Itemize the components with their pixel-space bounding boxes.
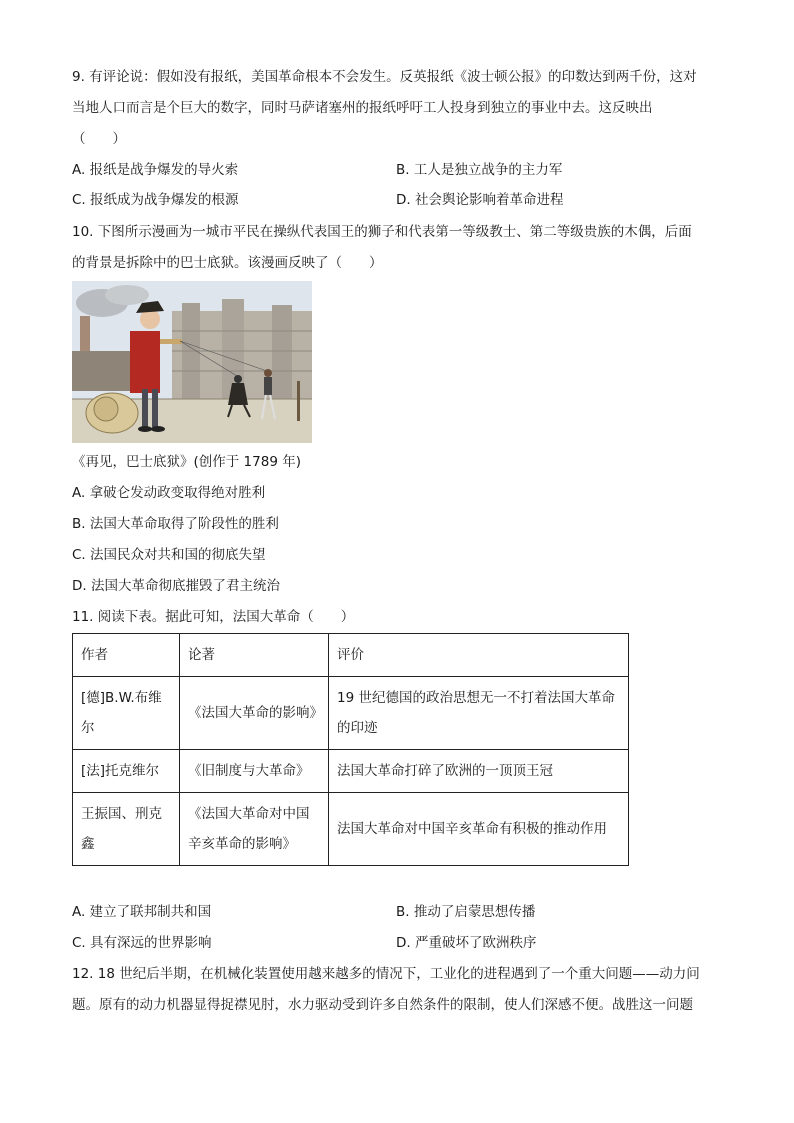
q10-option-c: C. 法国民众对共和国的彻底失望 bbox=[72, 547, 266, 563]
table-cell: 王振国、刑克鑫 bbox=[73, 793, 180, 866]
q11-option-a: A. 建立了联邦制共和国 bbox=[72, 904, 212, 920]
table-cell: 法国大革命打碎了欧洲的一顶顶王冠 bbox=[329, 750, 629, 793]
table-header-cell: 论著 bbox=[180, 634, 329, 677]
table-row bbox=[73, 677, 629, 750]
q11-stem: 11. 阅读下表。据此可知，法国大革命（ ） bbox=[72, 609, 355, 625]
table-cell: [法]托克维尔 bbox=[73, 750, 180, 793]
table-cell: 《旧制度与大革命》 bbox=[180, 750, 329, 793]
q10-stem-line1: 10. 下图所示漫画为一城市平民在操纵代表国王的狮子和代表第一等级教士、第二等级贵族的木偶，后面 bbox=[72, 224, 692, 240]
q9-option-a: A. 报纸是战争爆发的导火索 bbox=[72, 162, 239, 178]
q10-option-d: D. 法国大革命彻底摧毁了君主统治 bbox=[72, 578, 280, 594]
q12-stem-line1: 12. 18 世纪后半期，在机械化装置使用越来越多的情况下，工业化的进程遇到了一个重大问题——动力问 bbox=[72, 966, 700, 982]
table-cell: 19 世纪德国的政治思想无一不打着法国大革命的印迹 bbox=[329, 677, 629, 750]
q10-option-a: A. 拿破仑发动政变取得绝对胜利 bbox=[72, 485, 266, 501]
q10-stem-line2: 的背景是拆除中的巴士底狱。该漫画反映了（ ） bbox=[72, 255, 383, 271]
table-header-cell: 作者 bbox=[73, 634, 180, 677]
q11-option-b: B. 推动了启蒙思想传播 bbox=[396, 904, 536, 920]
q9-answer-blank: （ ） bbox=[72, 131, 126, 147]
q9-option-d: D. 社会舆论影响着革命进程 bbox=[396, 192, 564, 208]
q9-option-b: B. 工人是独立战争的主力军 bbox=[396, 162, 563, 178]
q11-option-d: D. 严重破坏了欧洲秩序 bbox=[396, 935, 537, 951]
table-cell: [德]B.W.布维尔 bbox=[73, 677, 180, 750]
q9-stem-line1: 9. 有评论说：假如没有报纸，美国革命根本不会发生。反英报纸《波士顿公报》的印数达到两千份，这对 bbox=[72, 69, 697, 85]
table-header-cell: 评价 bbox=[329, 634, 629, 677]
bastille-cartoon-image bbox=[72, 281, 312, 443]
table-row bbox=[73, 750, 629, 793]
table-row bbox=[73, 793, 629, 866]
q11-option-c: C. 具有深远的世界影响 bbox=[72, 935, 212, 951]
q9-option-c: C. 报纸成为战争爆发的根源 bbox=[72, 192, 239, 208]
table-header-row bbox=[73, 634, 629, 677]
q10-option-b: B. 法国大革命取得了阶段性的胜利 bbox=[72, 516, 279, 532]
q12-stem-line2: 题。原有的动力机器显得捉襟见肘，水力驱动受到许多自然条件的限制，使人们深感不便。战胜这一问题 bbox=[72, 997, 693, 1013]
table-cell: 《法国大革命的影响》 bbox=[180, 677, 329, 750]
image-caption: 《再见，巴士底狱》(创作于 1789 年) bbox=[72, 454, 301, 470]
q9-stem-line2: 当地人口而言是个巨大的数字，同时马萨诸塞州的报纸呼吁工人投身到独立的事业中去。这反映出 bbox=[72, 100, 653, 116]
table-cell: 《法国大革命对中国辛亥革命的影响》 bbox=[180, 793, 329, 866]
q11-table bbox=[72, 633, 629, 866]
table-cell: 法国大革命对中国辛亥革命有积极的推动作用 bbox=[329, 793, 629, 866]
